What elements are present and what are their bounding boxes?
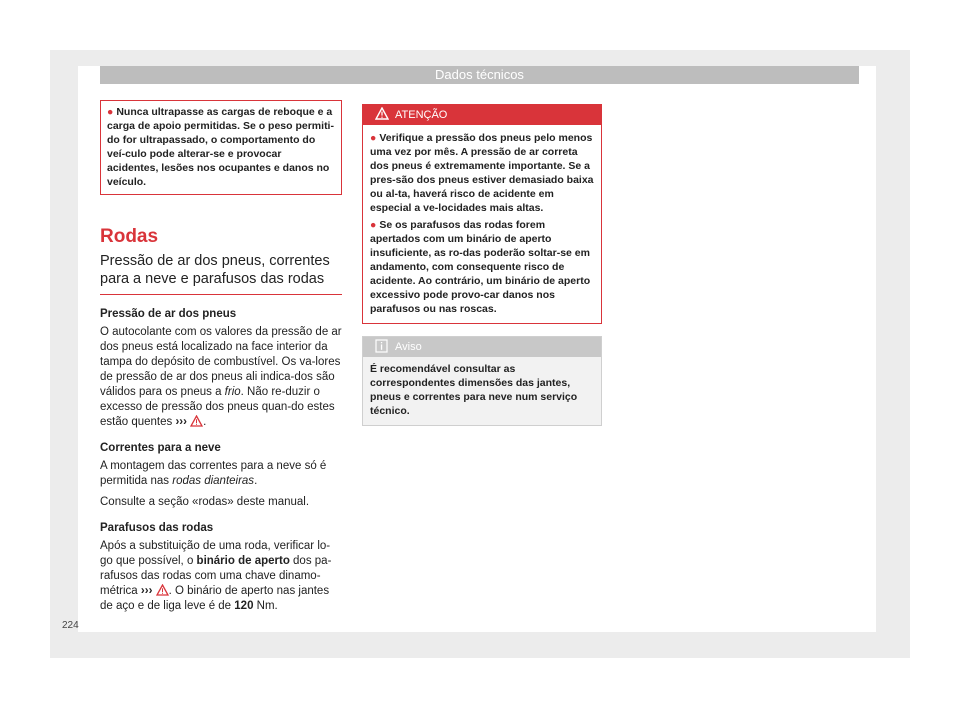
section-heading (100, 226, 342, 295)
header-title: Dados técnicos (435, 67, 524, 82)
notice-box (362, 336, 602, 426)
warning-box (362, 104, 602, 324)
bullet-icon: ● (370, 132, 377, 144)
tire-pressure-text: O autocolante com os valores da pressão de ar dos pneus está localizado na face interior da tampa do depósito de combustível. Os va-lores de pressão de ar dos pneus ali indica-dos são válidos para os pneus a frio. Não re-duzir o excesso de pressão dos pneus quan-do estes estão quentes ››› . (100, 326, 342, 428)
left-column (100, 100, 342, 614)
notice-label: Aviso (395, 341, 422, 353)
snow-chains-heading: Correntes para a neve (100, 442, 221, 454)
bullet-icon: ● (107, 106, 114, 118)
arrow-icon: ››› (175, 416, 187, 428)
snow-chains-note: Consulte a seção «rodas» deste manual. (100, 496, 310, 508)
warning-triangle-icon (375, 107, 389, 120)
wheel-bolts-heading: Parafusos das rodas (100, 522, 214, 534)
warning-triangle-icon (156, 584, 169, 596)
wheel-bolts-text: Após a substituição de uma roda, verificar lo-go que possível, o binário de aperto dos pa-rafusos das rodas com uma chave dinamo-métrica ››› . O binário de aperto nas jantes de aço e de liga leve é de 120 Nm. (100, 540, 332, 612)
notice-box-header (363, 337, 601, 357)
arrow-icon: ››› (140, 585, 153, 597)
warning-box-header (363, 105, 601, 125)
right-column (362, 104, 602, 426)
section-title: Rodas (100, 226, 159, 247)
snow-chains-section (100, 441, 342, 510)
subtitle-line-2: para a neve e parafusos das rodas (100, 271, 325, 287)
subtitle-line-1: Pressão de ar dos pneus, correntes (100, 253, 330, 269)
warning-body (363, 125, 601, 323)
warning-label: ATENÇÃO (395, 109, 448, 121)
page-header (100, 66, 859, 84)
warning-item-2: ● Se os parafusos das rodas forem apertados com um binário de aperto insuficiente, as ro-das poderão soltar-se em andamento, com consequente risco de acidente. Ao contrário, um binário de aperto excessivo pode provo-car danos nos parafusos ou nas roscas. (370, 219, 591, 315)
info-icon (375, 339, 388, 353)
section-divider (100, 294, 342, 295)
notice-text: É recomendável consultar as correspondentes dimensões das jantes, pneus e correntes para neve num serviço técnico. (370, 363, 578, 417)
section-subtitle (100, 252, 342, 288)
bullet-icon: ● (370, 219, 377, 231)
wheel-bolts-section (100, 521, 342, 614)
snow-chains-text: A montagem das correntes para a neve só é permitida nas rodas dianteiras. (100, 460, 327, 487)
tire-pressure-section (100, 307, 342, 430)
left-warning-text: Nunca ultrapasse as cargas de reboque e a carga de apoio permitidas. Se o peso permiti-do for ultrapassado, o comportamento do veí-culo pode alterar-se e provocar acidentes, lesões nos ocupantes e danos no veículo. (107, 106, 334, 188)
warning-box-left (100, 100, 342, 195)
warning-triangle-icon (190, 415, 203, 427)
page-number: 224 (62, 620, 79, 631)
notice-body (363, 357, 601, 425)
tire-pressure-heading: Pressão de ar dos pneus (100, 308, 237, 320)
warning-item-1: ● Verifique a pressão dos pneus pelo menos uma vez por mês. A pressão de ar correta dos pneus é extremamente importante. Se a pres-são dos pneus estiver demasiado baixa ou al-ta, haverá risco de acidente em especial a ve-locidades mais altas. (370, 132, 594, 214)
